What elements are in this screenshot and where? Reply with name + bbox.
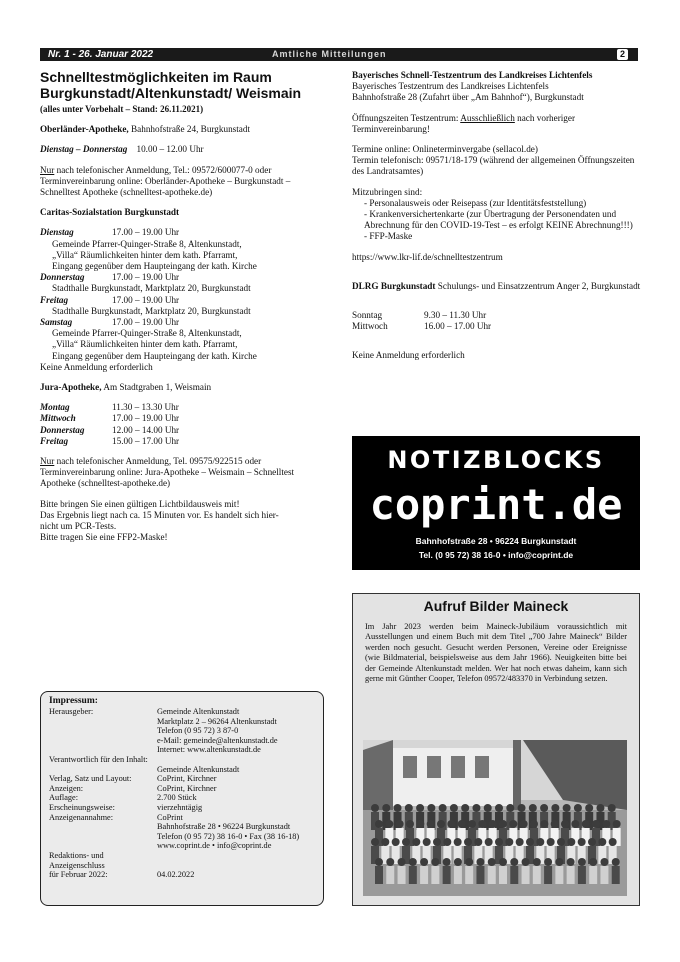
opening-note: Öffnungszeiten Testzentrum: Ausschließlich nach vorheriger Terminvereinbarung! [352, 112, 576, 134]
closing-line: nicht um PCR-Tests. [40, 521, 117, 532]
list-item: - Personalausweis oder Reisepass (zur Identitätsfeststellung) [364, 198, 642, 209]
group-photo-icon [363, 740, 627, 896]
closing-line: Bitte tragen Sie eine FFP2-Maske! [40, 532, 168, 543]
ad-address: Bahnhofstraße 28 • 96224 Burgkunstadt [415, 536, 577, 546]
impressum-key: Verlag, Satz und Layout: [49, 774, 132, 784]
impressum-key: Verantwortlich für den Inhalt: [49, 754, 148, 764]
ad-headline: NOTIZBLOCKS [387, 446, 605, 474]
impressum-box [40, 691, 324, 906]
jura-line: Jura-Apotheke, Am Stadtgraben 1, Weismain [40, 382, 212, 393]
impressum-key [49, 745, 157, 755]
impressum-key [49, 822, 157, 832]
article-subtitle: (alles unter Vorbehalt – Stand: 26.11.2021) [40, 104, 204, 114]
list-item: - FFP-Maske [364, 231, 642, 242]
closing-line: Bitte bringen Sie einen gültigen Lichtbildausweis mit! [40, 498, 240, 509]
coprint-advertisement [352, 436, 640, 570]
impressum-value: CoPrint [157, 812, 183, 822]
dlrg-row: Mittwoch 16.00 – 17.00 Uhr [352, 321, 492, 332]
left-column [40, 70, 328, 544]
page-header-bar [40, 48, 638, 61]
testzentrum-link[interactable]: https://www.lkr-lif.de/schnelltestzentrum [352, 251, 503, 262]
impressum-key: Anzeigenannahme: [49, 812, 114, 822]
testzentrum-line: Bayerisches Testzentrum des Landkreises Lichtenfels [352, 81, 549, 92]
impressum-key [49, 736, 157, 746]
section-label: Amtliche Mitteilungen [272, 49, 387, 59]
closing-line: Das Ergebnis liegt nach ca. 15 Minuten vor. Es handelt sich hier- [40, 509, 279, 520]
caritas-row: Samstag 17.00 – 19.00 Uhr [40, 317, 180, 328]
impressum-value: Telefon (0 95 72) 38 16-0 • Fax (38 16-18) [157, 831, 300, 841]
jura-row: Mittwoch 17.00 – 19.00 Uhr [40, 413, 180, 424]
caritas-address: „Villa“ Räumlichkeiten hinter dem kath. Pfarramt, [52, 339, 238, 350]
caritas-row: Dienstag 17.00 – 19.00 Uhr [40, 227, 180, 238]
impressum-value: Gemeinde Altenkunstadt [157, 764, 240, 774]
page-number: 2 [617, 49, 628, 60]
testzentrum-title: Bayerisches Schnell-Testzentrum des Landkreises Lichtenfels [352, 70, 593, 80]
impressum-value: CoPrint, Kirchner [157, 783, 217, 793]
impressum-value: vierzehntägig [157, 802, 203, 812]
caritas-address: „Villa“ Räumlichkeiten hinter dem kath. Pfarramt, [52, 249, 238, 260]
caritas-note: Keine Anmeldung erforderlich [40, 361, 153, 372]
oberlaender-note: Nur nach telefonischer Anmeldung, Tel.: 09572/600077-0 oder Terminvereinbarung online: Oberländer-Apotheke – Burgkunstadt – Schnelltest Apotheke (schnelltest-apotheke.de) [40, 164, 291, 198]
impressum-key [49, 726, 157, 736]
impressum-value: Marktplatz 2 – 96264 Altenkunstadt [157, 716, 277, 726]
impressum-key: für Februar 2022: [49, 870, 108, 880]
impressum-key [49, 832, 157, 842]
impressum-value: 04.02.2022 [157, 870, 195, 880]
impressum-key: Auflage: [49, 793, 79, 803]
impressum-key: Anzeigen: [49, 783, 84, 793]
impressum-value: Internet: www.altenkunstadt.de [157, 745, 261, 755]
impressum-value: CoPrint, Kirchner [157, 774, 217, 784]
caritas-address: Stadthalle Burgkunstadt, Marktplatz 20, Burgkunstadt [52, 283, 251, 294]
caritas-address: Eingang gegenüber dem Haupteingang der kath. Kirche [52, 350, 257, 361]
right-column [352, 70, 642, 362]
maineck-title: Aufruf Bilder Maineck [423, 598, 569, 614]
impressum-key [49, 717, 157, 727]
impressum-value [157, 755, 315, 765]
oberlaender-line: Oberländer-Apotheke, Bahnhofstraße 24, Burgkunstadt [40, 124, 251, 135]
jura-note: Nur nach telefonischer Anmeldung, Tel. 09575/922515 oder Terminvereinbarung online: Jura-Apotheke – Weismain – Schnelltest Apotheke (schnelltest-apotheke.de) [40, 456, 295, 489]
list-item: - Krankenversichertenkarte (zur Übertragung der Personendaten und Abrechnung für den COVID-19-Test – es erfolgt KEINE Abrechnung!!!) [364, 209, 642, 231]
jura-row: Donnerstag 12.00 – 14.00 Uhr [40, 424, 180, 435]
dlrg-line: DLRG Burgkunstadt Schulungs- und Einsatzzentrum Anger 2, Burgkunstadt [352, 280, 641, 291]
bring-list [352, 198, 642, 243]
impressum-value [157, 851, 315, 870]
caritas-row: Freitag 17.00 – 19.00 Uhr [40, 294, 180, 305]
impressum-key [49, 765, 157, 775]
phone-booking-line: Termin telefonisch: 09571/18-179 (während der allgemeinen Öffnungszeiten des Landratsamtes) [352, 155, 635, 177]
oberlaender-hours: Dienstag – Donnerstag 10.00 – 12.00 Uhr [40, 144, 204, 155]
caritas-address: Gemeinde Pfarrer-Quinger-Straße 8, Altenkunstadt, [52, 238, 242, 249]
caritas-address: Eingang gegenüber dem Haupteingang der kath. Kirche [52, 261, 257, 272]
impressum-value: www.coprint.de • info@coprint.de [157, 841, 272, 851]
maineck-box [352, 593, 640, 906]
ad-contact: Tel. (0 95 72) 38 16-0 • info@coprint.de [418, 550, 574, 560]
bring-heading: Mitzubringen sind: [352, 186, 423, 197]
testzentrum-line: Bahnhofstraße 28 (Zufahrt über „Am Bahnhof“), Burgkunstadt [352, 92, 584, 103]
impressum-value: Gemeinde Altenkunstadt [157, 707, 240, 716]
impressum-key [49, 841, 157, 851]
issue-label: Nr. 1 - 26. Januar 2022 [48, 49, 154, 60]
ad-brand: coprint.de [369, 480, 623, 529]
impressum-value: Telefon (0 95 72) 3 87-0 [157, 726, 239, 736]
impressum-title: Impressum: [49, 696, 98, 706]
impressum-value: Bahnhofstraße 28 • 96224 Burgkunstadt [157, 822, 291, 832]
caritas-address: Gemeinde Pfarrer-Quinger-Straße 8, Altenkunstadt, [52, 328, 242, 339]
caritas-row: Donnerstag 17.00 – 19.00 Uhr [40, 272, 180, 283]
caritas-heading: Caritas-Sozialstation Burgkunstadt [40, 207, 180, 218]
online-booking-line: Termine online: Onlineterminvergabe (sellacol.de) [352, 144, 538, 155]
jura-row: Montag 11.30 – 13.30 Uhr [40, 402, 179, 413]
impressum-key: Herausgeber: [49, 707, 94, 716]
impressum-key: Redaktions- und Anzeigenschluss [49, 850, 105, 870]
impressum-value: 2.700 Stück [157, 793, 197, 803]
impressum-value: e-Mail: gemeinde@altenkunstadt.de [157, 735, 278, 745]
impressum-grid [49, 707, 315, 880]
caritas-address: Stadthalle Burgkunstadt, Marktplatz 20, Burgkunstadt [52, 305, 251, 316]
impressum-key: Erscheinungsweise: [49, 802, 115, 812]
dlrg-row: Sonntag 9.30 – 11.30 Uhr [352, 310, 487, 321]
jura-row: Freitag 15.00 – 17.00 Uhr [40, 435, 180, 446]
dlrg-note: Keine Anmeldung erforderlich [352, 350, 465, 361]
article-title: Schnelltestmöglichkeiten im Raum Burgkunstadt/Altenkunstadt/ Weismain [40, 69, 302, 101]
maineck-text: Im Jahr 2023 werden beim Maineck-Jubiläum voraussichtlich mit Ausstellungen und einem Buch mit dem Titel „700 Jahre Maineck“ Bilder werden noch gesucht. Gesucht werden Personen, Vereine oder Ereignisse (wie Bildmaterial, beispielsweise aus dem Jahr 1966). Neuigkeiten bitte bei der Gemeinde Altenkunstadt melden. Wer hat noch etwas daheim, kann sich gerne mit Günther Cooper, Telefon 09572/483370 in Verbindung setzen. [365, 622, 627, 684]
